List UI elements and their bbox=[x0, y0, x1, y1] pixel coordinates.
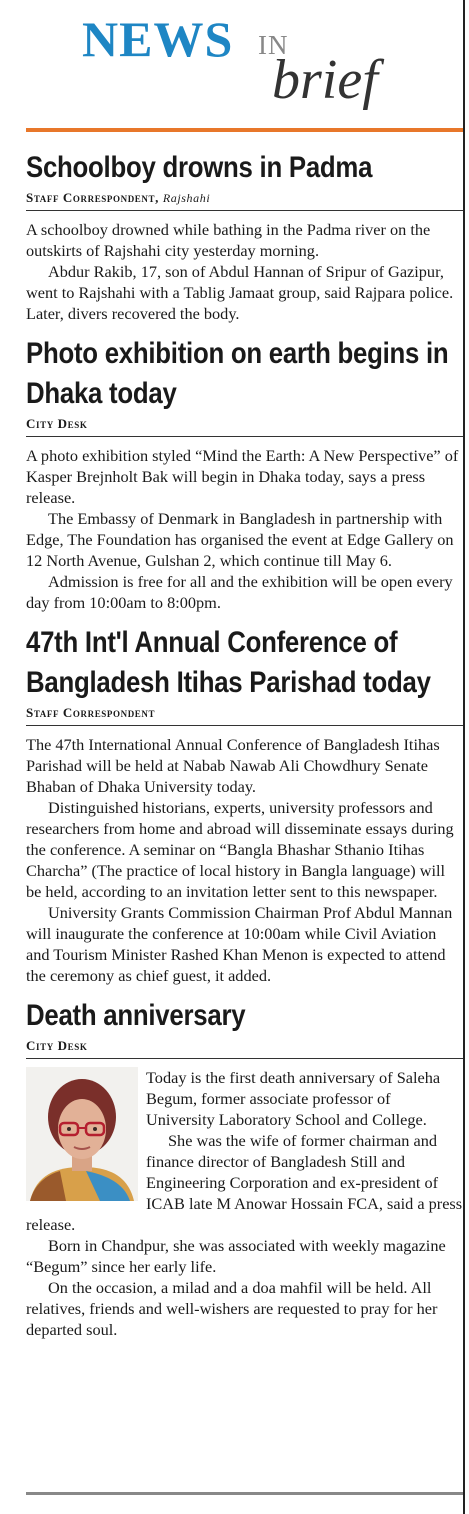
paragraph: A schoolboy drowned while bathing in the Padma river on the outskirts of Rajshahi city yesterday morning. bbox=[26, 220, 431, 260]
byline bbox=[26, 190, 463, 206]
masthead-brief: brief bbox=[272, 49, 378, 111]
masthead-rule bbox=[26, 128, 463, 132]
article-schoolboy bbox=[26, 148, 463, 324]
paragraph: A photo exhibition styled “Mind the Earth: A New Perspective” of Kasper Brejnholt Bak will begin in Dhaka today, says a press release. bbox=[26, 446, 459, 507]
byline bbox=[26, 1038, 463, 1054]
byline-rule bbox=[26, 436, 463, 437]
byline-rule bbox=[26, 210, 463, 211]
paragraph: University Grants Commission Chairman Prof Abdul Mannan will inaugurate the conference at 10:00am while Civil Aviation and Tourism Minister Rashed Khan Menon is expected to attend the ceremony as chief guest, it added. bbox=[26, 903, 453, 985]
article-photo-exhibition bbox=[26, 334, 463, 613]
article-death-anniversary bbox=[26, 996, 463, 1340]
byline-place: Rajshahi bbox=[162, 191, 211, 205]
headline: Photo exhibition on earth begins in Dhaka today bbox=[26, 337, 449, 410]
paragraph: Abdur Rakib, 17, son of Abdul Hannan of Sripur of Gazipur, went to Rajshahi with a Tablig Jamaat group, said Rajpara police. Later, divers recovered the body. bbox=[26, 262, 454, 323]
news-column bbox=[26, 148, 463, 1350]
portrait-image bbox=[26, 1067, 138, 1201]
bottom-rule bbox=[26, 1492, 463, 1495]
paragraph: Today is the first death anniversary of Saleha Begum, former associate professor of University Laboratory School and College. bbox=[146, 1068, 441, 1129]
byline bbox=[26, 416, 463, 432]
page-edge-line bbox=[463, 0, 465, 1514]
byline-author: Staff Correspondent bbox=[26, 705, 156, 720]
byline-author: City Desk bbox=[26, 1038, 88, 1053]
article-itihas-conference bbox=[26, 623, 463, 986]
byline-author: Staff Correspondent, bbox=[26, 190, 159, 205]
headline: 47th Int'l Annual Conference of Bangladesh Itihas Parishad today bbox=[26, 626, 431, 699]
portrait-photo bbox=[26, 1067, 138, 1201]
paragraph: On the occasion, a milad and a doa mahfil will be held. All relatives, friends and well-wishers are requested to pray for her departed soul. bbox=[26, 1278, 438, 1339]
paragraph: The 47th International Annual Conference of Bangladesh Itihas Parishad will be held at Nabab Nawab Ali Chowdhury Senate Bhaban of Dhaka University today. bbox=[26, 735, 440, 796]
headline: Schoolboy drowns in Padma bbox=[26, 151, 373, 184]
headline: Death anniversary bbox=[26, 999, 246, 1032]
paragraph: Distinguished historians, experts, university professors and researchers from home and abroad will disseminate essays during the conference. A seminar on “Bangla Bhashar Sthanio Itihas Charcha” (The practice of local history in Bangla language) will be held, according to an invitation letter sent to this newspaper. bbox=[26, 798, 454, 901]
byline-rule bbox=[26, 1058, 463, 1059]
paragraph: She was the wife of former chairman and finance director of Bangladesh Still and Engineering Corporation and ex-president of ICAB late M Anowar Hossain FCA, said a press release. bbox=[26, 1131, 463, 1234]
byline-rule bbox=[26, 725, 463, 726]
masthead-news: NEWS bbox=[82, 11, 234, 67]
byline-author: City Desk bbox=[26, 416, 88, 431]
byline bbox=[26, 705, 463, 721]
masthead-in: IN bbox=[258, 30, 289, 60]
paragraph: Born in Chandpur, she was associated with weekly magazine “Begum” since her early life. bbox=[26, 1236, 446, 1276]
paragraph: Admission is free for all and the exhibition will be open every day from 10:00am to 8:00pm. bbox=[26, 572, 453, 612]
paragraph: The Embassy of Denmark in Bangladesh in partnership with Edge, The Foundation has organised the event at Edge Gallery on 12 North Avenue, Gulshan 2, which continue till May 6. bbox=[26, 509, 454, 570]
section-masthead bbox=[0, 0, 463, 128]
